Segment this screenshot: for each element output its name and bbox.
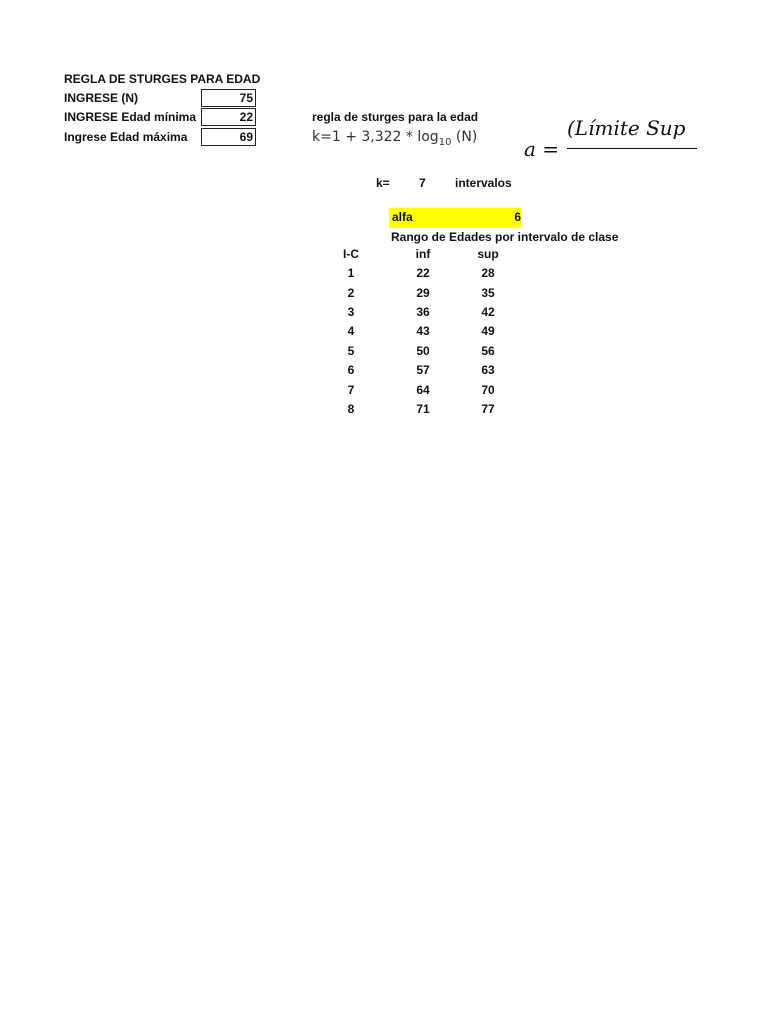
row-2-inf: 29 [416,286,430,300]
row-6-inf: 57 [416,363,430,377]
amplitude-formula-numerator-clip [567,116,697,140]
n-input-cell[interactable]: 75 [201,89,256,107]
min-age-label: INGRESE Edad mínima [64,110,197,124]
k-value: 7 [419,176,426,190]
sheet-title: REGLA DE STURGES PARA EDAD [64,72,261,86]
row-5-ic: 5 [347,344,355,358]
row-3-inf: 36 [416,305,430,319]
alfa-value: 6 [514,210,521,224]
table-caption: Rango de Edades por intervalo de clase [391,230,619,244]
k-label: k= [376,176,390,190]
row-8-sup: 77 [481,402,495,416]
header-sup: sup [477,247,499,261]
max-age-input-cell[interactable]: 69 [201,128,256,146]
row-1-sup: 28 [481,266,495,280]
sturges-formula-suffix: (N) [451,129,478,145]
row-8-ic: 8 [347,402,355,416]
min-age-input-cell[interactable]: 22 [201,108,256,126]
row-6-ic: 6 [347,363,355,377]
row-3-sup: 42 [481,305,495,319]
amplitude-formula-lhs [524,137,559,161]
sturges-formula [312,129,477,148]
amplitude-formula-fraction-bar [567,148,697,149]
sturges-heading: regla de sturges para la edad [312,110,479,124]
amplitude-formula-numerator: (Límite Sup [567,116,686,140]
amplitude-formula-lhs-text: a = [524,137,560,161]
row-8-inf: 71 [416,402,430,416]
header-ic: I-C [343,247,359,261]
row-7-sup: 70 [481,383,495,397]
row-4-inf: 43 [416,324,430,338]
row-5-sup: 56 [481,344,495,358]
sturges-formula-subscript: 10 [438,136,452,148]
row-1-ic: 1 [347,266,355,280]
row-1-inf: 22 [416,266,430,280]
row-2-ic: 2 [347,286,355,300]
row-7-inf: 64 [416,383,430,397]
row-4-ic: 4 [347,324,355,338]
row-3-ic: 3 [347,305,355,319]
max-age-label: Ingrese Edad máxima [64,130,188,144]
k-unit: intervalos [455,176,512,190]
row-7-ic: 7 [347,383,355,397]
n-label: INGRESE (N) [64,91,139,105]
row-4-sup: 49 [481,324,495,338]
sturges-formula-prefix: k=1 + 3,322 * log [312,129,439,145]
header-inf: inf [415,247,431,261]
row-6-sup: 63 [481,363,495,377]
row-2-sup: 35 [481,286,495,300]
alfa-label: alfa [392,210,413,224]
row-5-inf: 50 [416,344,430,358]
